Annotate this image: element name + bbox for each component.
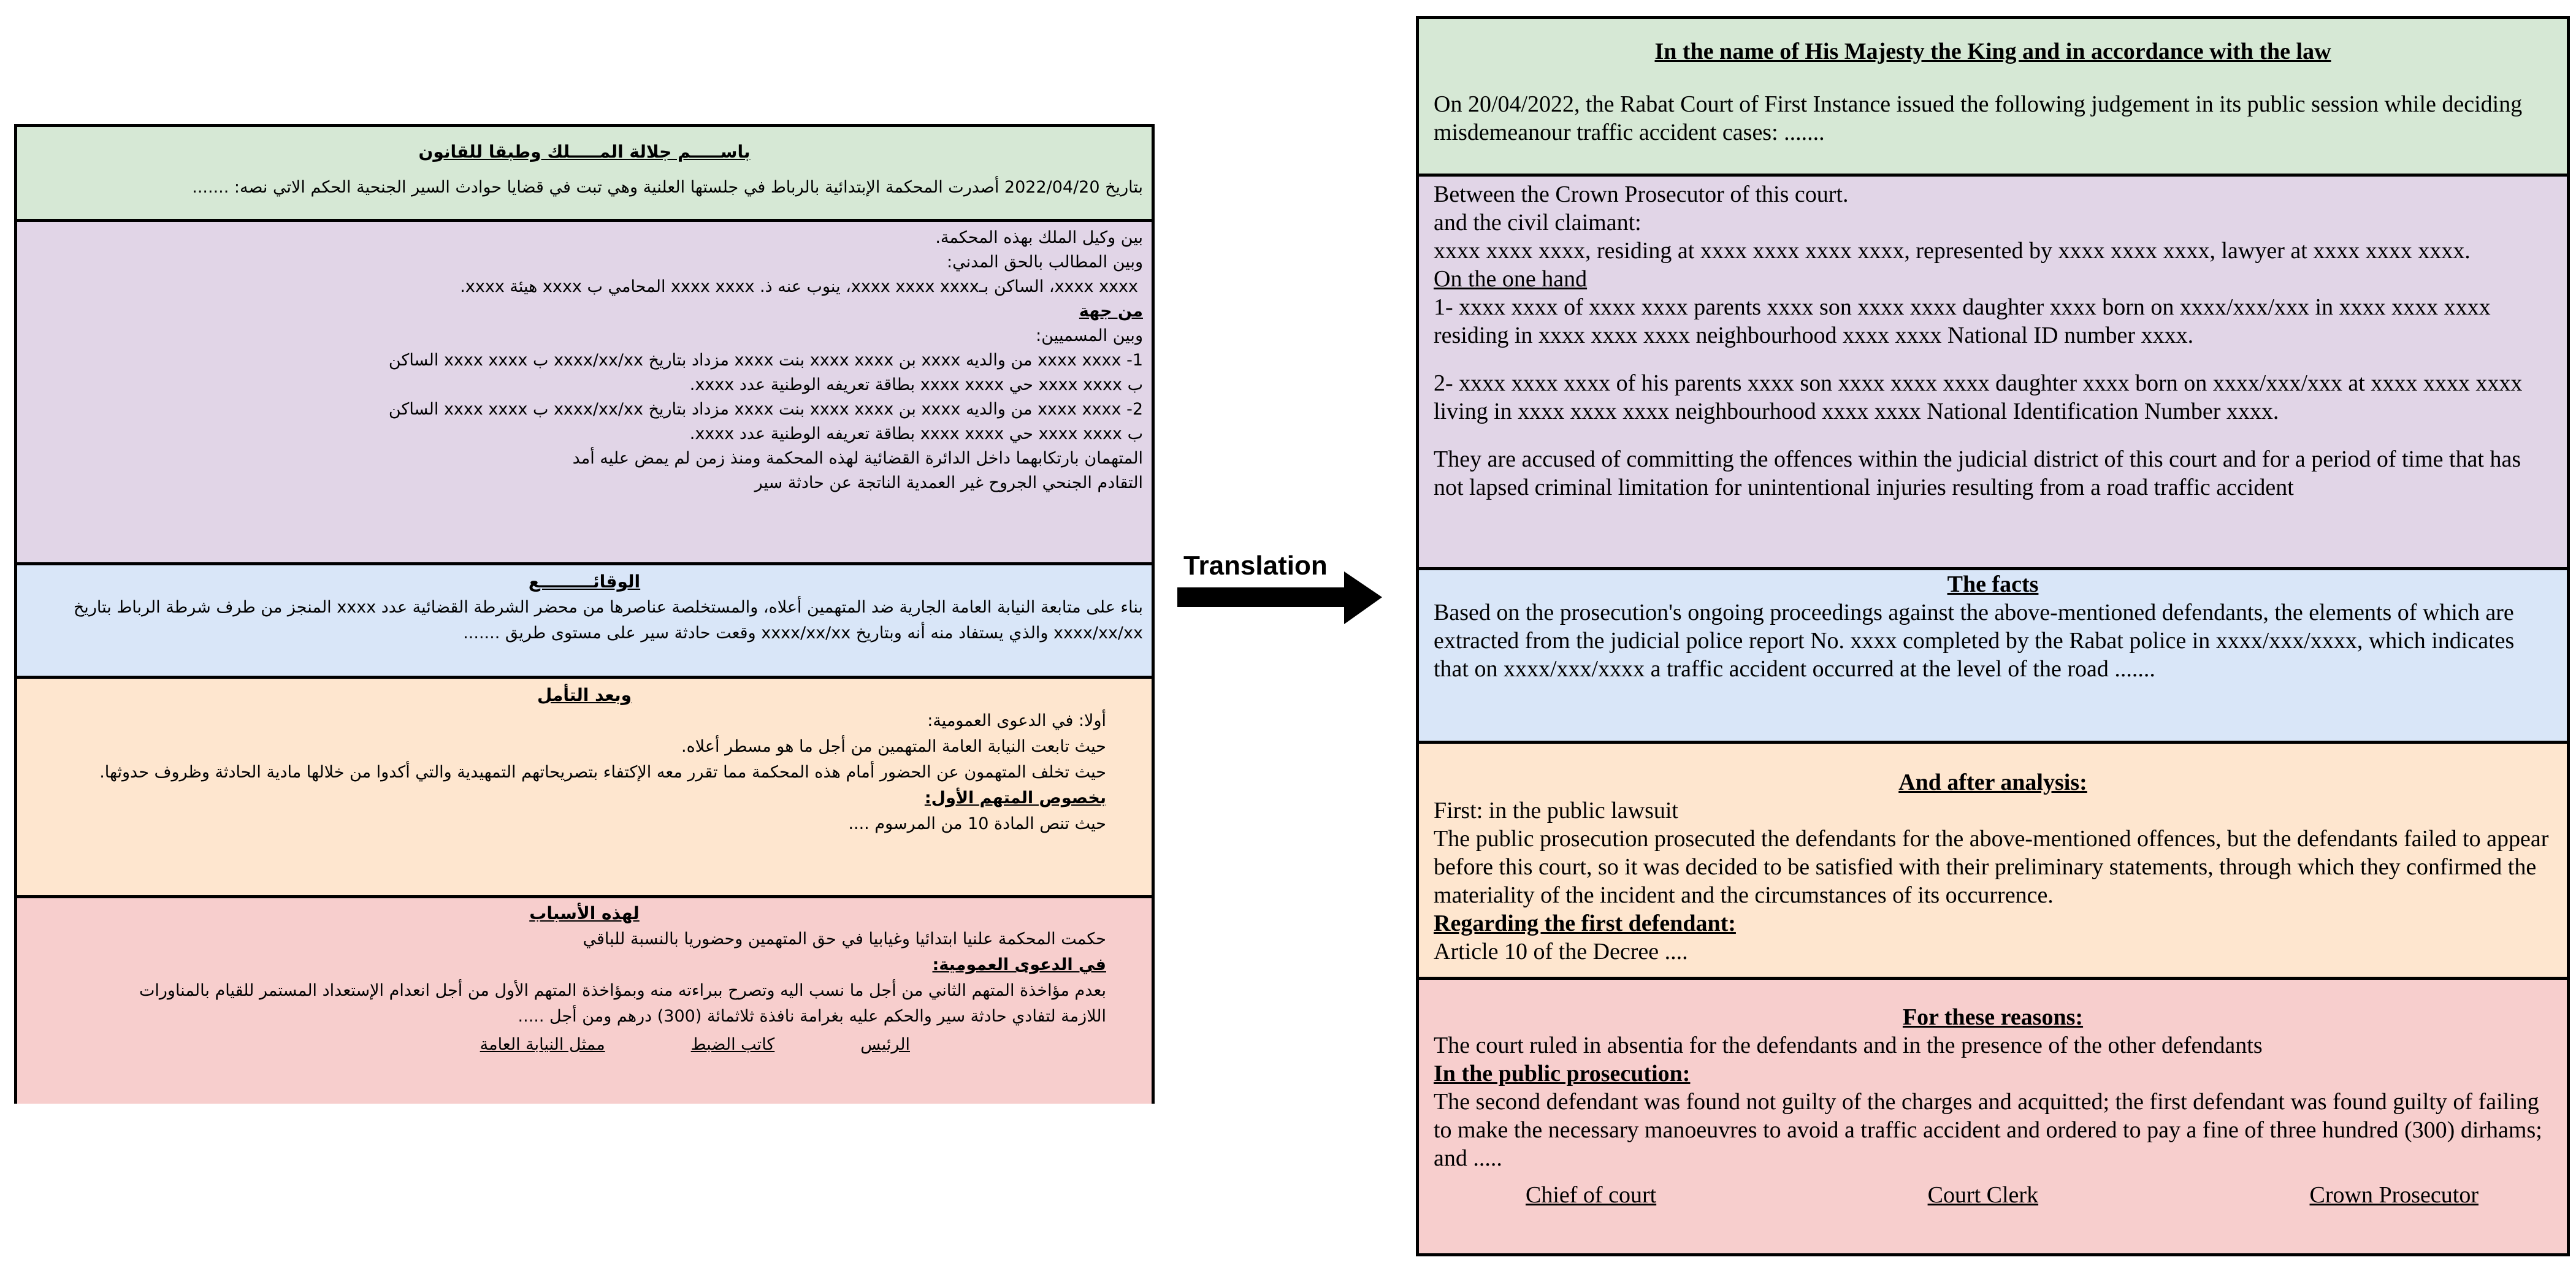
ar-analysis-title: وبعد التأمل bbox=[537, 685, 632, 705]
ar-facts-body: بناء على متابعة النيابة العامة الجارية ضد المتهمين أعلاه، والمستخلصة عناصرها من محضر الشرطة القضائية عدد xxxx المنجز من طرف شرطة الرباط بتاريخ xxxx/xx/xx والذي يستفاد منه أنه وبتاريخ xxxx/xx/xx وقعت حادثة سير على مستوى طريق ....... bbox=[73, 598, 1143, 643]
en-parties-line: They are accused of committing the offences within the judicial district of this court and for a period of time that has not lapsed criminal limitation for unintentional injuries resulting from a road traffic accident bbox=[1434, 446, 2521, 500]
en-signature-clerk: Court Clerk bbox=[1927, 1182, 2039, 1208]
ar-parties-line: وبين المطالب بالحق المدني: bbox=[947, 253, 1143, 272]
ar-header-intro: بتاريخ 2022/04/20 أصدرت المحكمة الإبتدائية بالرباط في جلستها العلنية وهي تبت في قضايا حوادث السير الجنحية الحكم الاتي نصه: ....... bbox=[192, 178, 1143, 197]
en-analysis-title: And after analysis: bbox=[1898, 770, 2087, 795]
en-reasons-title: For these reasons: bbox=[1902, 1004, 2084, 1030]
ar-parties-line: xxxx xxxx، الساكن بـxxxx xxxx xxxx، ينوب عنه ذ. xxxx xxxx المحامي ب xxxx هيئة xxxx. bbox=[460, 277, 1138, 296]
en-reasons-section bbox=[1419, 980, 2567, 1253]
en-reasons-subheading: In the public prosecution: bbox=[1434, 1061, 1691, 1087]
ar-reasons-subheading: في الدعوى العمومية: bbox=[932, 955, 1106, 974]
en-header-intro: On 20/04/2022, the Rabat Court of First Instance issued the following judgement in its public session while deciding misdemeanour traffic accident cases: ....... bbox=[1434, 91, 2523, 145]
english-judgement-panel bbox=[1416, 16, 2570, 1256]
en-signatures bbox=[1434, 1181, 2552, 1209]
ar-parties-line: التقادم الجنحي الجروح غير العمدية الناتجة عن حادثة سير bbox=[754, 473, 1143, 492]
ar-analysis-line: حيث تنص المادة 10 من المرسوم .... bbox=[848, 814, 1106, 833]
en-facts-section bbox=[1419, 570, 2567, 744]
ar-facts-section bbox=[17, 565, 1152, 679]
ar-parties-line: ب xxxx xxxx حي xxxx xxxx بطاقة تعريفه الوطنية عدد xxxx. bbox=[689, 375, 1143, 394]
ar-parties-line: وبين المسميين: bbox=[1036, 326, 1143, 345]
ar-reasons-line: بعدم مؤاخذة المتهم الثاني من أجل ما نسب اليه وتصرح ببراءته منه وبمؤاخذة المتهم الأول من أجل انعدام الإستعداد المستمر للقيام بالمناورات اللازمة لتفادي حادثة سير والحكم عليه بغرامة نافذة ثلاثمائة (300) درهم ومن أجل ..... bbox=[139, 981, 1106, 1026]
ar-signature-president: الرئيس bbox=[860, 1035, 910, 1054]
en-parties-line: xxxx xxxx xxxx, residing at xxxx xxxx xxxx xxxx, represented by xxxx xxxx xxxx, lawyer at xxxx xxxx xxxx. bbox=[1434, 238, 2471, 264]
en-signature-chief: Chief of court bbox=[1526, 1182, 1657, 1208]
en-parties-subheading: On the one hand bbox=[1434, 266, 1588, 292]
ar-reasons-title: لهذه الأسباب bbox=[529, 903, 640, 923]
ar-header-section bbox=[17, 127, 1152, 222]
ar-reasons-line: حكمت المحكمة علنيا ابتدائيا وغيابيا في حق المتهمين وحضوريا بالنسبة للباقي bbox=[583, 930, 1106, 949]
ar-parties-line: ب xxxx xxxx حي xxxx xxxx بطاقة تعريفه الوطنية عدد xxxx. bbox=[689, 424, 1143, 443]
ar-parties-line: المتهمان بارتكابهما داخل الدائرة القضائية لهذه المحكمة ومنذ زمن لم يمض عليه أمد bbox=[572, 449, 1143, 468]
ar-parties-subheading: من جهة bbox=[1079, 302, 1143, 321]
ar-parties-line: 2- xxxx xxxx من والديه xxxx بن xxxx xxxx بنت xxxx مزداد بتاريخ xxxx/xx/xx ب xxxx xxxx الساكن bbox=[388, 400, 1143, 419]
en-analysis-line: First: in the public lawsuit bbox=[1434, 798, 1678, 823]
ar-reasons-section bbox=[17, 898, 1152, 1104]
ar-facts-title: الوقائـــــــــع bbox=[528, 571, 641, 592]
en-facts-title: The facts bbox=[1947, 571, 2039, 597]
en-parties-line: 2- xxxx xxxx xxxx of his parents xxxx son xxxx xxxx xxxx daughter xxxx born on xxxx/xxx/xxx at xxxx xxxx xxxx living in xxxx xxxx xxxx neighbourhood xxxx xxxx National Identification Number xxxx. bbox=[1434, 370, 2523, 424]
en-analysis-line: Article 10 of the Decree .... bbox=[1434, 939, 1688, 964]
en-parties-line: and the civil claimant: bbox=[1434, 210, 1642, 235]
en-parties-section bbox=[1419, 177, 2567, 570]
right-arrow-icon bbox=[1176, 569, 1385, 628]
arabic-judgement-panel bbox=[14, 124, 1155, 1104]
ar-header-title: باســـــم جلالة المـــــلك وطبقا للقانون bbox=[418, 142, 751, 162]
ar-signature-prosecutor: ممثل النيابة العامة bbox=[480, 1035, 605, 1054]
ar-analysis-line: حيث تابعت النيابة العامة المتهمين من أجل ما هو مسطر أعلاه. bbox=[681, 737, 1106, 756]
ar-analysis-line: حيث تخلف المتهمون عن الحضور أمام هذه المحكمة مما تقرر معه الإكتفاء بتصريحاتهم التمهيدية والتي أكدوا من خلالها مادية الحادثة وظروف حدوثها. bbox=[99, 763, 1106, 782]
en-signature-prosecutor: Crown Prosecutor bbox=[2309, 1182, 2479, 1208]
translation-label: Translation bbox=[1183, 551, 1328, 581]
en-reasons-line: The second defendant was found not guilty of the charges and acquitted; the first defendant was found guilty of failing to make the necessary manoeuvres to avoid a traffic accident and ordered to pay a fine of three hundred (300) dirhams; and ..... bbox=[1434, 1089, 2542, 1171]
ar-parties-line: 1- xxxx xxxx من والديه xxxx بن xxxx xxxx بنت xxxx مزداد بتاريخ xxxx/xx/xx ب xxxx xxxx الساكن bbox=[388, 351, 1143, 370]
en-header-title: In the name of His Majesty the King and in accordance with the law bbox=[1654, 39, 2331, 64]
ar-analysis-section bbox=[17, 679, 1152, 898]
en-header-section bbox=[1419, 19, 2567, 177]
en-facts-body: Based on the prosecution's ongoing proceedings against the above-mentioned defendants, the elements of which are extracted from the judicial police report No. xxxx completed by the Rabat police in xxxx/xxx/xxxx, which indicates that on xxxx/xxx/xxxx a traffic accident occurred at the level of the road ....... bbox=[1434, 600, 2515, 682]
ar-parties-line: بين وكيل الملك بهذه المحكمة. bbox=[935, 228, 1143, 247]
ar-analysis-line: أولا: في الدعوى العمومية: bbox=[927, 711, 1106, 730]
en-analysis-line: The public prosecution prosecuted the defendants for the above-mentioned offences, but the defendants failed to appear before this court, so it was decided to be satisfied with their preliminary statements, through which they confirmed the materiality of the incident and the circumstances of its occurrence. bbox=[1434, 826, 2549, 908]
en-analysis-section bbox=[1419, 744, 2567, 980]
ar-analysis-subheading: بخصوص المتهم الأول: bbox=[924, 789, 1106, 808]
en-reasons-line: The court ruled in absentia for the defendants and in the presence of the other defendants bbox=[1434, 1033, 2263, 1058]
ar-parties-section bbox=[17, 222, 1152, 565]
en-parties-line: 1- xxxx xxxx of xxxx xxxx parents xxxx son xxxx xxxx daughter xxxx born on xxxx/xxx/xxx in xxxx xxxx xxxx residing in xxxx xxxx xxxx neighbourhood xxxx xxxx National ID number xxxx. bbox=[1434, 294, 2491, 348]
en-parties-line: Between the Crown Prosecutor of this court. bbox=[1434, 181, 1849, 207]
ar-signatures bbox=[26, 1032, 1143, 1058]
en-analysis-subheading: Regarding the first defendant: bbox=[1434, 911, 1736, 936]
ar-signature-clerk: كاتب الضبط bbox=[690, 1035, 775, 1054]
